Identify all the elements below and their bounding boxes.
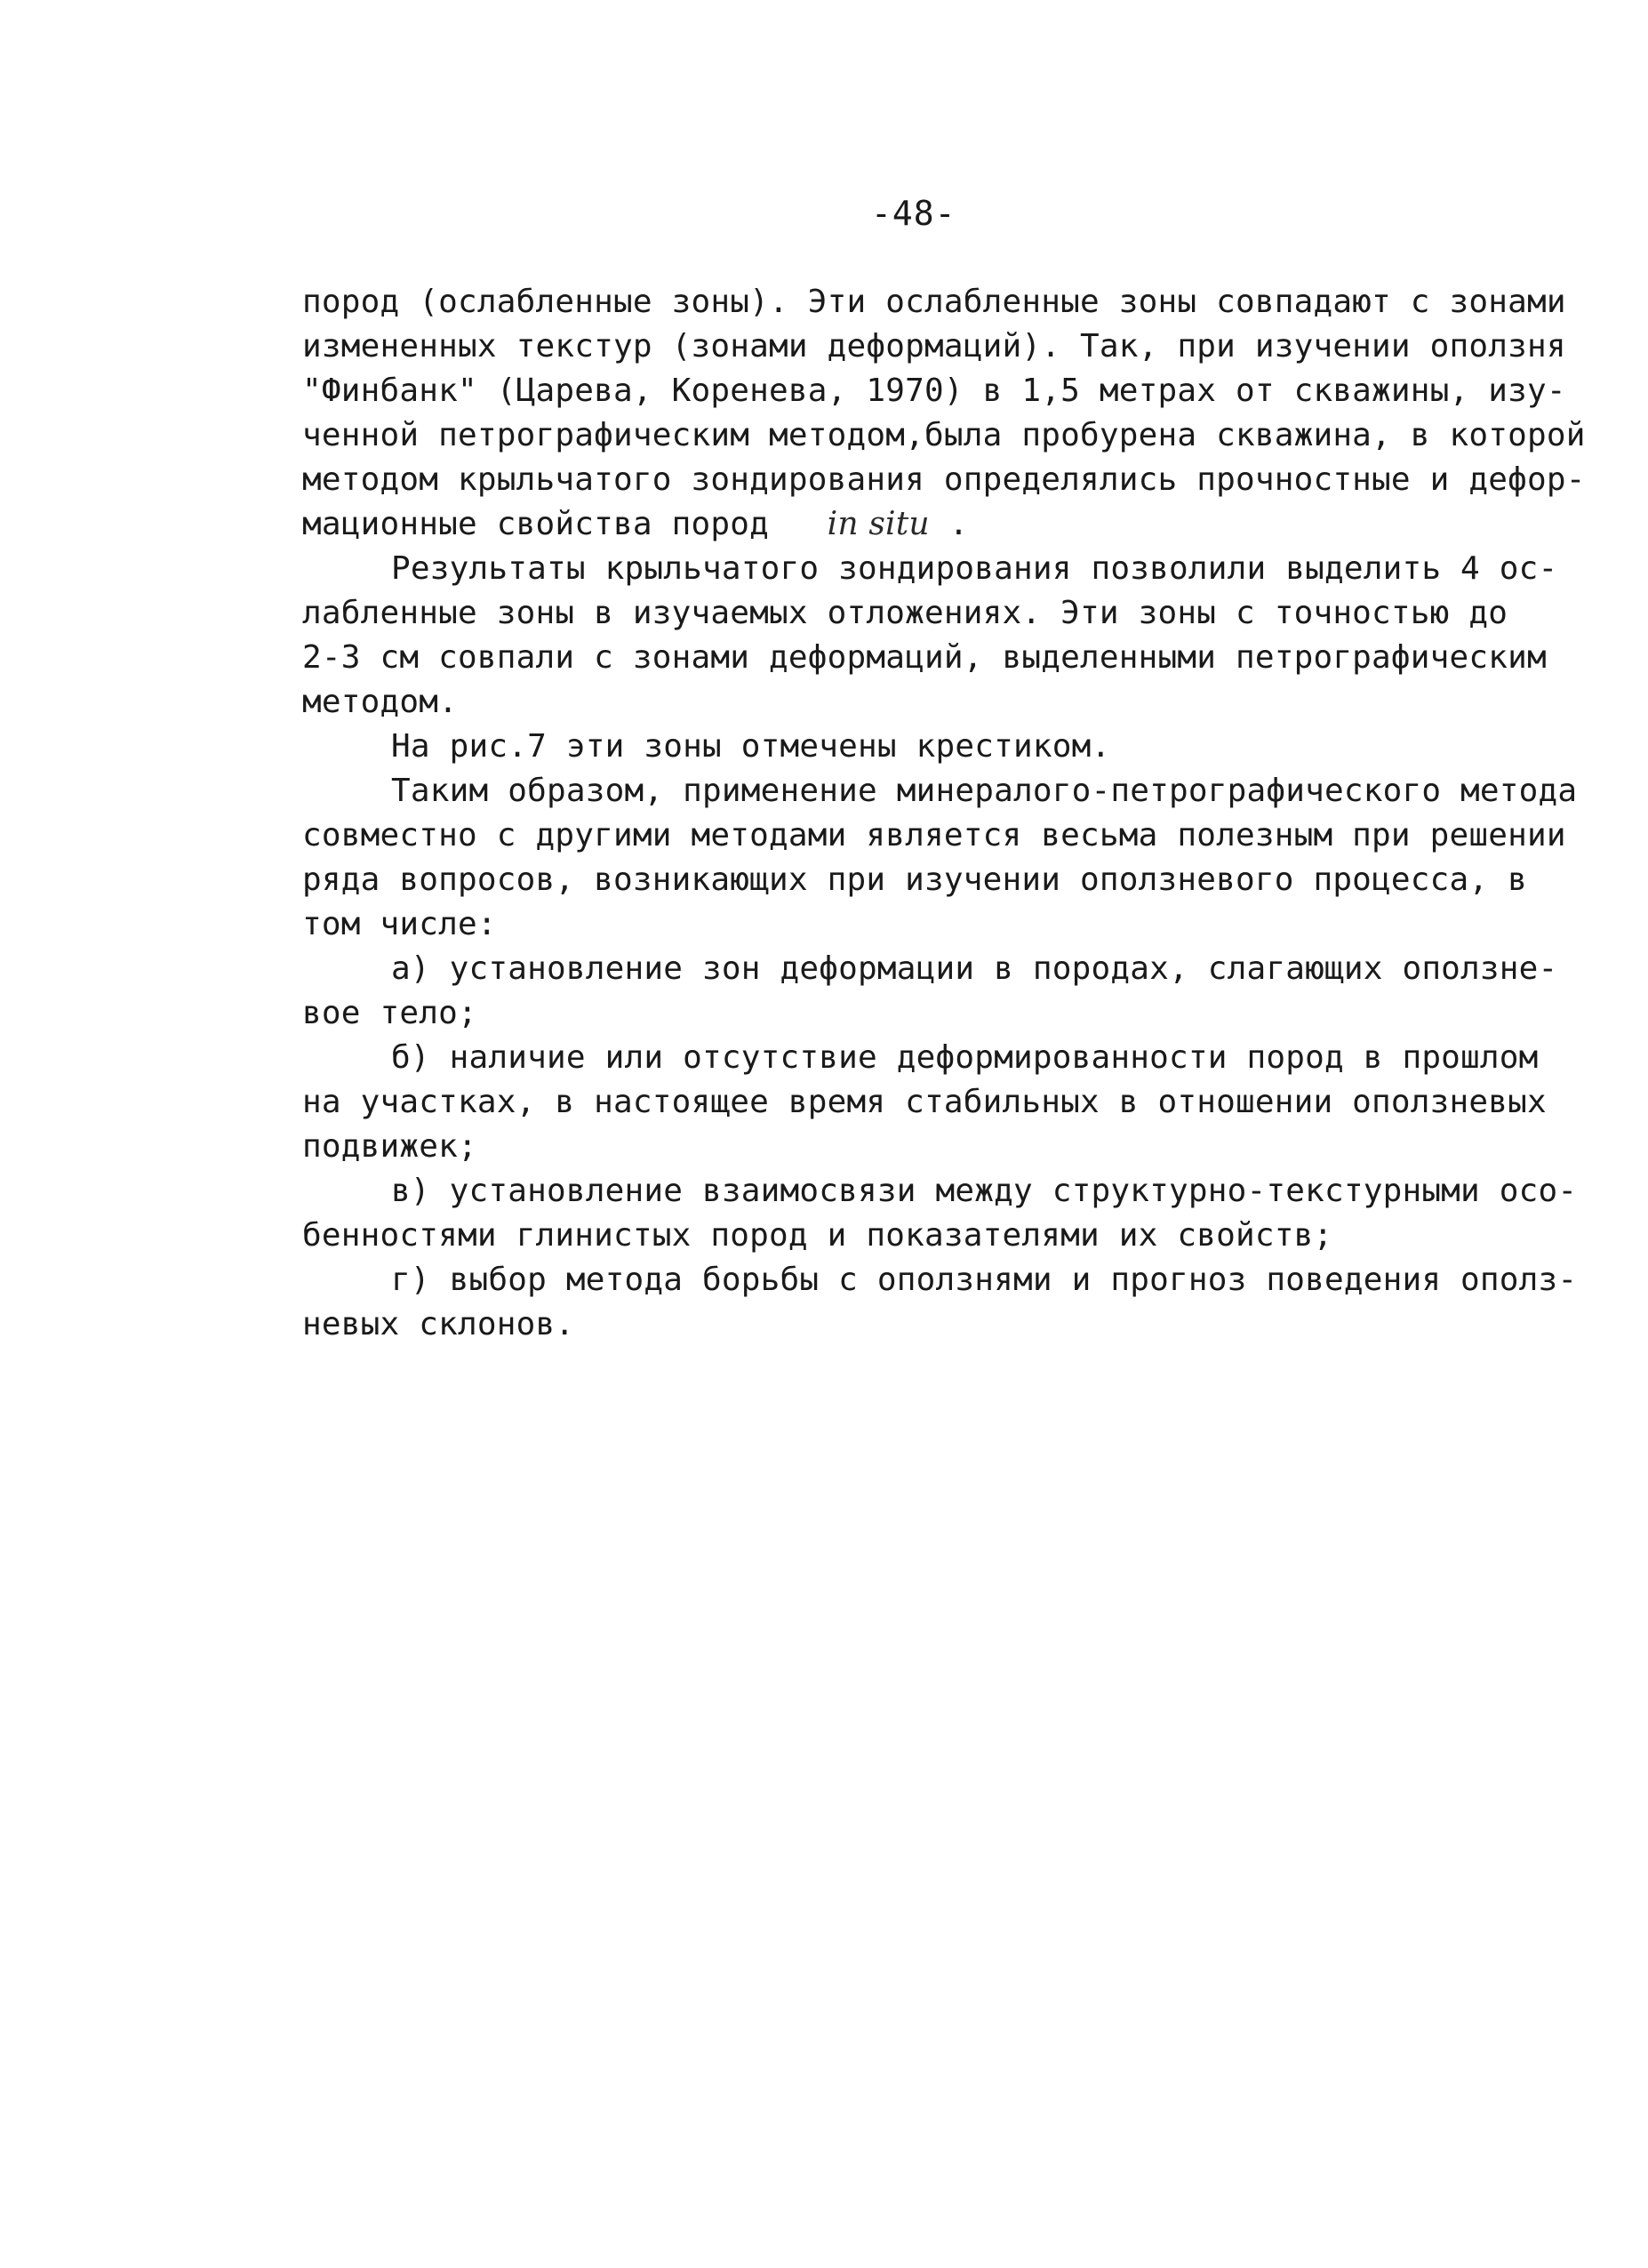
paragraph-start: На рис.7 эти зоны отмечены крестиком. [391,728,1111,765]
text-line: "Финбанк" (Царева, Коренева, 1970) в 1,5 метрах от скважины, изу- [302,373,1566,409]
list-item-v: в) установление взаимосвязи между структурно-текстурными осо- [391,1173,1578,1209]
text-line: пород (ослабленные зоны). Эти ослабленные зоны совпадают с зонами [302,284,1566,320]
text-line: на участках, в настоящее время стабильных в отношении оползневых [302,1084,1547,1120]
sentence-end: . [948,506,969,542]
text-line: ряда вопросов, возникающих при изучении оползневого процесса, в [302,862,1528,898]
handwritten-in-situ: in situ [827,506,930,542]
text-line: вое тело; [302,995,477,1031]
text-line: методом крыльчатого зондирования определялись прочностные и дефор- [302,461,1586,498]
list-item-g: г) выбор метода борьбы с оползнями и прогноз поведения ополз- [391,1262,1578,1298]
text-line: лабленные зоны в изучаемых отложениях. Эти зоны с точностью до [302,595,1508,631]
paragraph-start: Таким образом, применение минералого-петрографического метода [391,773,1578,809]
text-line: невых склонов. [302,1306,575,1342]
text-line: методом. [302,684,458,720]
paragraph-start: Результаты крыльчатого зондирования позволили выделить 4 ос- [391,550,1558,587]
text-line-with-handwriting [302,502,969,547]
text-line: 2-3 см совпали с зонами деформаций, выделенными петрографическим [302,639,1547,676]
text-line: подвижек; [302,1128,477,1165]
text-segment: мационные свойства пород [302,506,769,542]
text-line: совместно с другими методами является весьма полезным при решении [302,817,1566,854]
text-line: том числе: [302,906,497,942]
text-line: измененных текстур (зонами деформаций). Так, при изучении оползня [302,328,1566,365]
list-item-a: а) установление зон деформации в породах, слагающих оползне- [391,950,1558,987]
text-line: ченной петрографическим методом,была пробурена скважина, в которой [302,417,1586,453]
list-item-b: б) наличие или отсутствие деформированности пород в прошлом [391,1039,1539,1076]
page-number: -48- [871,194,956,233]
text-line: бенностями глинистых пород и показателями их свойств; [302,1217,1333,1254]
